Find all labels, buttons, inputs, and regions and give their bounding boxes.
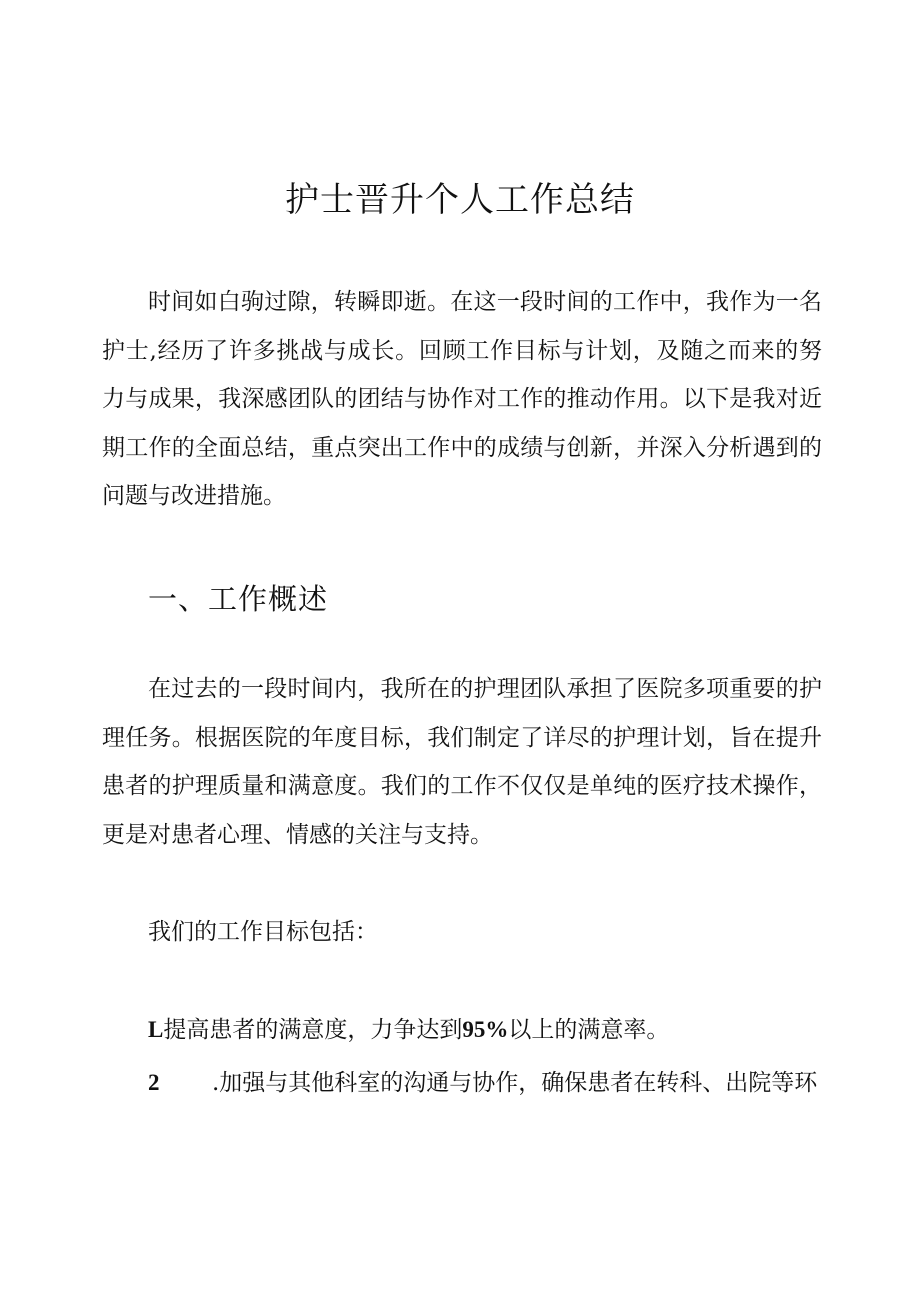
goal-item-1 bbox=[148, 1010, 669, 1050]
satisfaction-target: 95% bbox=[462, 1017, 509, 1042]
goal-text-before: 提高患者的满意度，力争达到 bbox=[163, 1017, 463, 1043]
goals-intro: 我们的工作目标包括： bbox=[148, 919, 378, 945]
list-marker: 2 bbox=[148, 1070, 160, 1095]
list-marker: L bbox=[148, 1017, 164, 1042]
section-heading-overview: 一、工作概述 bbox=[148, 582, 329, 616]
intro-paragraph: 时间如白驹过隙，转瞬即逝。在这一段时间的工作中，我作为一名护士,经历了许多挑战与成长。回顾工作目标与计划，及随之而来的努力与成果，我深感团队的团结与协作对工作的推动作用。以下是我对近期工作的全面总结，重点突出工作中的成绩与创新，并深入分析遇到的问题与改进措施。 bbox=[102, 289, 822, 509]
goal-item-2 bbox=[148, 1063, 817, 1103]
document-title: 护士晋升个人工作总结 bbox=[285, 180, 635, 220]
goal-text-after: 以上的满意率。 bbox=[508, 1017, 670, 1043]
overview-paragraph: 在过去的一段时间内，我所在的护理团队承担了医院多项重要的护理任务。根据医院的年度目标，我们制定了详尽的护理计划，旨在提升患者的护理质量和满意度。我们的工作不仅仅是单纯的医疗技术操作，更是对患者心理、情感的关注与支持。 bbox=[102, 676, 822, 848]
goal-text: .加强与其他科室的沟通与协作，确保患者在转科、出院等环 bbox=[212, 1070, 818, 1096]
